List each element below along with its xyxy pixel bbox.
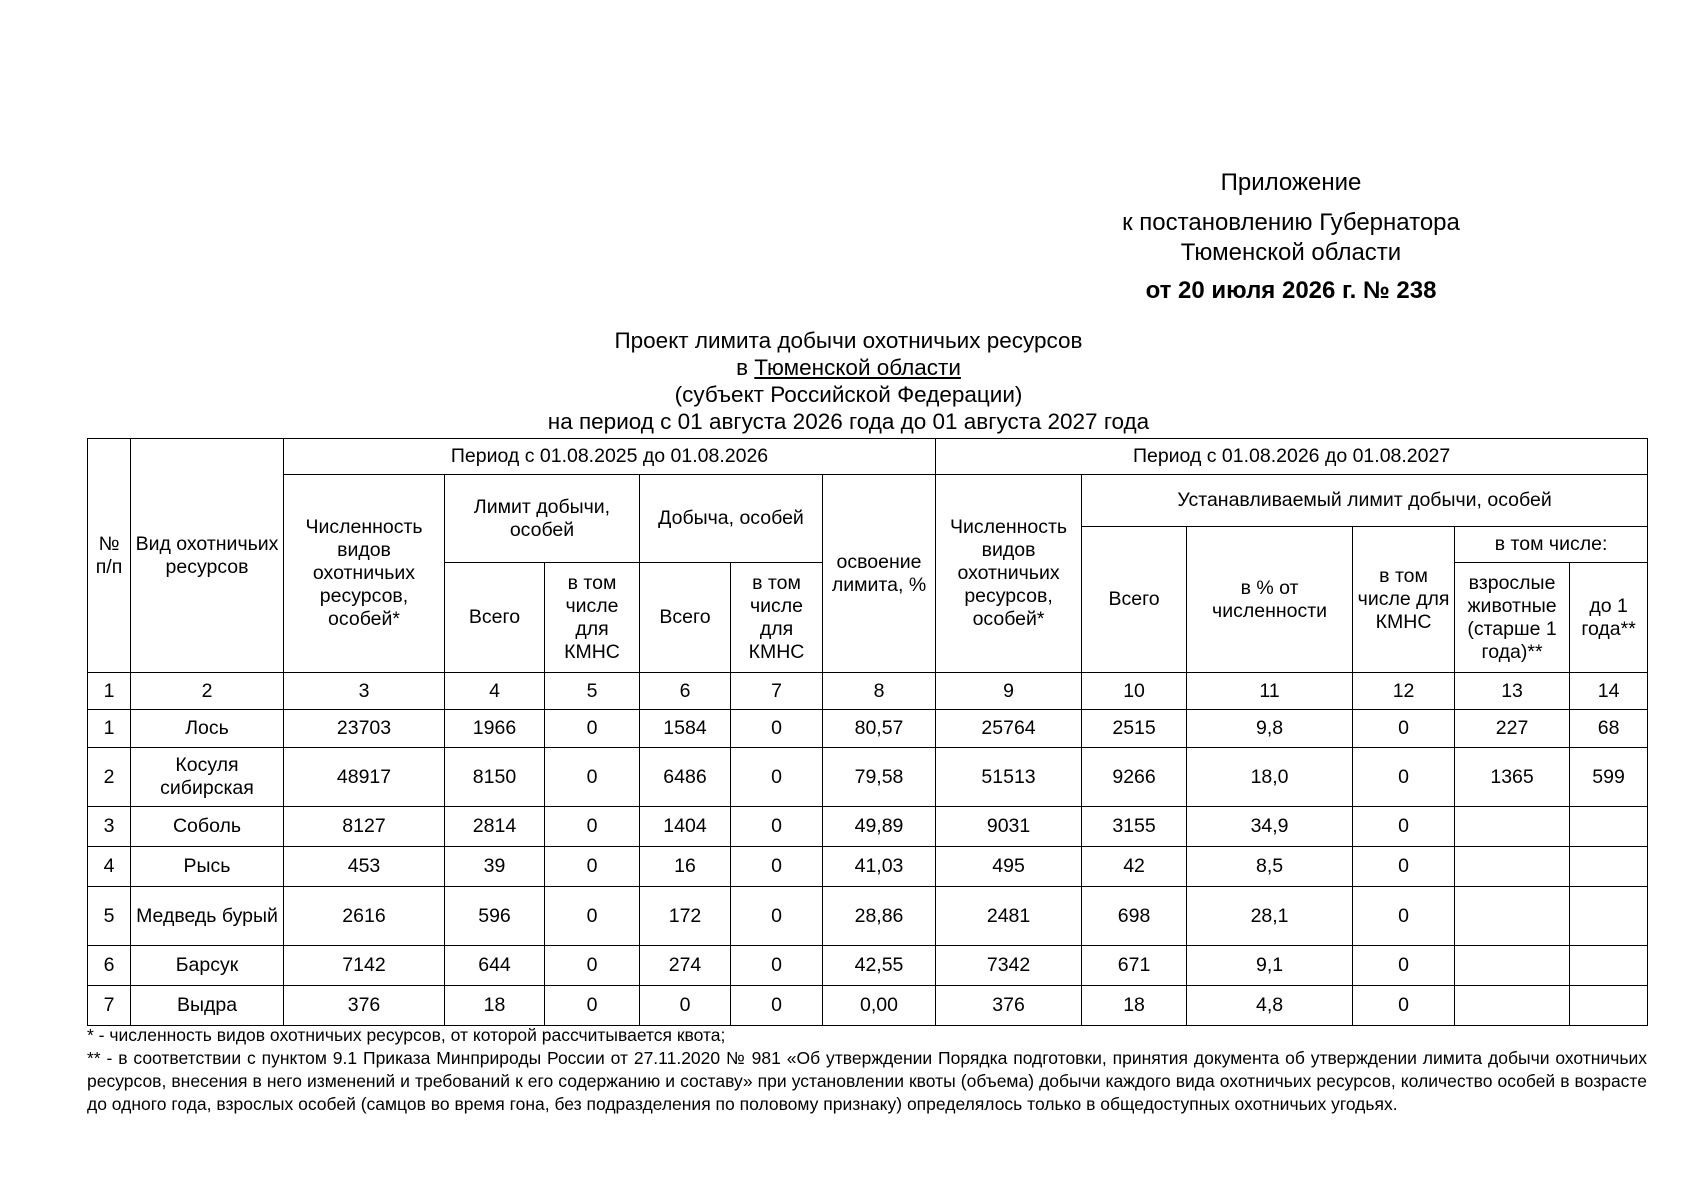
cell-catch-kmns: 0 (731, 887, 823, 946)
cell-num: 4 (88, 847, 131, 887)
col-number: 14 (1570, 673, 1648, 710)
header-period-2: Период с 01.08.2026 до 01.08.2027 (936, 439, 1648, 475)
cell-set-kmns: 0 (1353, 710, 1455, 748)
col-number: 4 (445, 673, 545, 710)
header-population: Численность видов охотничьих ресурсов, особей* (284, 475, 445, 673)
col-number: 1 (88, 673, 131, 710)
cell-population: 2616 (284, 887, 445, 946)
header-num: № п/п (88, 439, 131, 673)
cell-percent: 9,1 (1187, 946, 1353, 986)
cell-percent: 28,1 (1187, 887, 1353, 946)
cell-population-2: 25764 (936, 710, 1082, 748)
cell-set-total: 671 (1082, 946, 1187, 986)
table-row (88, 887, 1648, 946)
cell-percent: 4,8 (1187, 986, 1353, 1026)
cell-species: Выдра (131, 986, 284, 1026)
cell-usage: 0,00 (823, 986, 936, 1026)
header-row-2 (88, 475, 1648, 527)
cell-catch-total: 16 (640, 847, 731, 887)
col-number: 2 (131, 673, 284, 710)
cell-adults (1455, 807, 1570, 847)
table-row (88, 847, 1648, 887)
header-catch-kmns: в том числе для КМНС (731, 563, 823, 673)
title-line-3: (субъект Российской Федерации) (674, 382, 1023, 407)
cell-catch-total: 1404 (640, 807, 731, 847)
cell-limit-total: 8150 (445, 748, 545, 807)
header-set-kmns: в том числе для КМНС (1353, 527, 1455, 673)
cell-set-kmns: 0 (1353, 807, 1455, 847)
title-line-4: на период с 01 августа 2026 года до 01 августа 2027 года (547, 409, 1150, 434)
cell-population: 376 (284, 986, 445, 1026)
cell-percent: 18,0 (1187, 748, 1353, 807)
col-number: 5 (545, 673, 640, 710)
cell-limit-total: 596 (445, 887, 545, 946)
header-adults: взрослые животные (старше 1 года)** (1455, 563, 1570, 673)
cell-young: 599 (1570, 748, 1648, 807)
table-row (88, 710, 1648, 748)
cell-num: 3 (88, 807, 131, 847)
cell-limit-total: 2814 (445, 807, 545, 847)
title-line-1: Проект лимита добычи охотничьих ресурсов (614, 328, 1083, 353)
cell-set-kmns: 0 (1353, 946, 1455, 986)
cell-species: Рысь (131, 847, 284, 887)
col-number: 8 (823, 673, 936, 710)
cell-population-2: 495 (936, 847, 1082, 887)
col-number: 7 (731, 673, 823, 710)
cell-limit-kmns: 0 (545, 946, 640, 986)
cell-species: Барсук (131, 946, 284, 986)
cell-population: 23703 (284, 710, 445, 748)
footnotes (87, 1024, 1647, 1116)
title-prefix: в (736, 355, 755, 380)
cell-adults: 1365 (1455, 748, 1570, 807)
cell-catch-total: 0 (640, 986, 731, 1026)
cell-limit-kmns: 0 (545, 986, 640, 1026)
cell-usage: 79,58 (823, 748, 936, 807)
cell-population: 48917 (284, 748, 445, 807)
header-young: до 1 года** (1570, 563, 1648, 673)
header-set-limit: Устанавливаемый лимит добычи, особей (1082, 475, 1648, 527)
header-set-total: Всего (1082, 527, 1187, 673)
cell-percent: 8,5 (1187, 847, 1353, 887)
cell-adults: 227 (1455, 710, 1570, 748)
cell-limit-kmns: 0 (545, 748, 640, 807)
col-number: 12 (1353, 673, 1455, 710)
cell-young (1570, 986, 1648, 1026)
document-title (0, 327, 1697, 435)
cell-species: Соболь (131, 807, 284, 847)
cell-young (1570, 847, 1648, 887)
header-limit: Лимит добычи, особей (445, 475, 640, 563)
cell-num: 2 (88, 748, 131, 807)
col-number: 10 (1082, 673, 1187, 710)
col-number: 6 (640, 673, 731, 710)
header-period-1: Период с 01.08.2025 до 01.08.2026 (284, 439, 936, 475)
cell-num: 6 (88, 946, 131, 986)
limit-table (87, 438, 1648, 1026)
cell-limit-kmns: 0 (545, 710, 640, 748)
cell-catch-total: 1584 (640, 710, 731, 748)
col-number: 13 (1455, 673, 1570, 710)
cell-species: Косуля сибирская (131, 748, 284, 807)
cell-adults (1455, 946, 1570, 986)
cell-adults (1455, 986, 1570, 1026)
cell-population-2: 51513 (936, 748, 1082, 807)
cell-catch-total: 6486 (640, 748, 731, 807)
col-number: 9 (936, 673, 1082, 710)
cell-population-2: 2481 (936, 887, 1082, 946)
cell-usage: 49,89 (823, 807, 936, 847)
appendix-date-number: от 20 июля 2026 г. № 238 (1145, 277, 1437, 304)
cell-population-2: 376 (936, 986, 1082, 1026)
cell-catch-kmns: 0 (731, 986, 823, 1026)
cell-young (1570, 807, 1648, 847)
cell-set-total: 3155 (1082, 807, 1187, 847)
appendix-resolution: к постановлению Губернатора (1122, 209, 1460, 236)
header-catch-total: Всего (640, 563, 731, 673)
cell-usage: 28,86 (823, 887, 936, 946)
header-limit-kmns: в том числе для КМНС (545, 563, 640, 673)
cell-limit-total: 39 (445, 847, 545, 887)
cell-num: 1 (88, 710, 131, 748)
cell-species: Лось (131, 710, 284, 748)
cell-young (1570, 946, 1648, 986)
cell-percent: 34,9 (1187, 807, 1353, 847)
appendix-block (1081, 168, 1501, 306)
cell-catch-total: 172 (640, 887, 731, 946)
cell-set-kmns: 0 (1353, 887, 1455, 946)
cell-population: 8127 (284, 807, 445, 847)
cell-set-total: 9266 (1082, 748, 1187, 807)
cell-set-kmns: 0 (1353, 748, 1455, 807)
cell-catch-kmns: 0 (731, 807, 823, 847)
footnote-1: * - численность видов охотничьих ресурсов, от которой рассчитывается квота; (87, 1025, 726, 1045)
header-catch: Добыча, особей (640, 475, 823, 563)
cell-catch-kmns: 0 (731, 748, 823, 807)
title-line-2 (0, 354, 1697, 381)
cell-percent: 9,8 (1187, 710, 1353, 748)
header-species: Вид охотничьих ресурсов (131, 439, 284, 673)
appendix-region: Тюменской области (1180, 239, 1402, 266)
header-usage: освоение лимита, % (823, 475, 936, 673)
cell-num: 7 (88, 986, 131, 1026)
footnote-2: ** - в соответствии с пунктом 9.1 Приказа Минприроды России от 27.11.2020 № 981 «Об утверждении Порядка подготовки, принятия документа об утверждении лимита добычи охотничьих ресурсов, внесения в него изменений и требований к его содержанию и составу» при установлении квоты (объема) добычи каждого вида охотничьих ресурсов, количество особей в возрасте до одного года, взрослых особей (самцов во время гона, без подразделения по половому признаку) определялось только в общедоступных охотничьих угодьях. (87, 1048, 1647, 1114)
title-region: Тюменской области (754, 355, 961, 380)
cell-limit-total: 18 (445, 986, 545, 1026)
cell-catch-total: 274 (640, 946, 731, 986)
cell-set-total: 2515 (1082, 710, 1187, 748)
cell-adults (1455, 887, 1570, 946)
table-row (88, 807, 1648, 847)
header-limit-total: Всего (445, 563, 545, 673)
cell-set-kmns: 0 (1353, 986, 1455, 1026)
header-row-1 (88, 439, 1648, 475)
cell-set-total: 42 (1082, 847, 1187, 887)
cell-num: 5 (88, 887, 131, 946)
table-row (88, 748, 1648, 807)
cell-limit-total: 644 (445, 946, 545, 986)
cell-limit-kmns: 0 (545, 807, 640, 847)
cell-young (1570, 887, 1648, 946)
cell-limit-kmns: 0 (545, 847, 640, 887)
cell-set-total: 18 (1082, 986, 1187, 1026)
table-row (88, 946, 1648, 986)
cell-catch-kmns: 0 (731, 946, 823, 986)
table-row (88, 986, 1648, 1026)
cell-population: 7142 (284, 946, 445, 986)
header-population-2: Численность видов охотничьих ресурсов, особей* (936, 475, 1082, 673)
col-number: 3 (284, 673, 445, 710)
cell-catch-kmns: 0 (731, 710, 823, 748)
cell-young: 68 (1570, 710, 1648, 748)
cell-set-kmns: 0 (1353, 847, 1455, 887)
col-number: 11 (1187, 673, 1353, 710)
cell-set-total: 698 (1082, 887, 1187, 946)
cell-species: Медведь бурый (131, 887, 284, 946)
cell-limit-kmns: 0 (545, 887, 640, 946)
column-numbers-row (88, 673, 1648, 710)
header-including: в том числе: (1455, 527, 1648, 563)
cell-population-2: 9031 (936, 807, 1082, 847)
header-percent: в % от численности (1187, 527, 1353, 673)
cell-usage: 80,57 (823, 710, 936, 748)
cell-catch-kmns: 0 (731, 847, 823, 887)
cell-adults (1455, 847, 1570, 887)
cell-population: 453 (284, 847, 445, 887)
cell-population-2: 7342 (936, 946, 1082, 986)
cell-usage: 42,55 (823, 946, 936, 986)
cell-limit-total: 1966 (445, 710, 545, 748)
cell-usage: 41,03 (823, 847, 936, 887)
appendix-label: Приложение (1220, 169, 1362, 196)
